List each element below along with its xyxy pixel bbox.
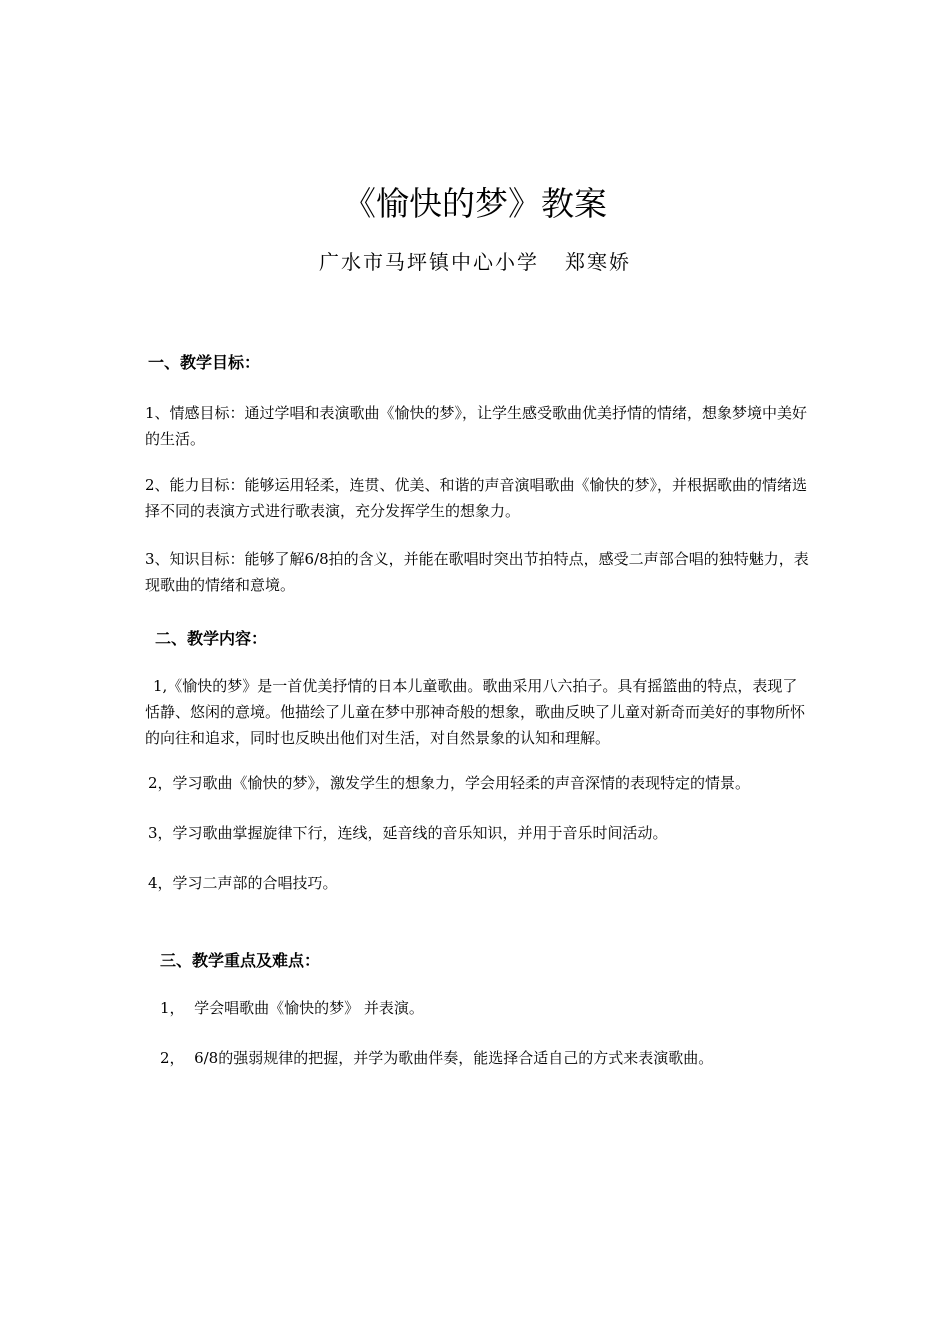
- section3-heading: 三、教学重点及难点：: [160, 953, 321, 970]
- section1-heading: 一、教学目标：: [148, 355, 261, 372]
- section1-item-1: 1、情感目标：通过学唱和表演歌曲《愉快的梦》，让学生感受歌曲优美抒情的情绪，想象梦境中美好的生活。: [145, 404, 808, 448]
- section2-item-2: 2，学习歌曲《愉快的梦》，激发学生的想象力，学会用轻柔的声音深情的表现特定的情景。: [148, 774, 751, 792]
- author-line: [0, 246, 950, 275]
- section2-item-3: 3，学习歌曲掌握旋律下行，连线，延音线的音乐知识，并用于音乐时间活动。: [148, 824, 668, 842]
- section3-item-2: 2， 6/8的强弱规律的把握，并学为歌曲伴奏，能选择合适自己的方式来表演歌曲。: [160, 1049, 714, 1067]
- section2-item-1: 1,《愉快的梦》是一首优美抒情的日本儿童歌曲。歌曲采用八六拍子。具有摇篮曲的特点，表现了恬静、悠闲的意境。他描绘了儿童在梦中那神奇般的想象，歌曲反映了儿童对新奇而美好的事物所怀的向往和追求，同时也反映出他们对生活，对自然景象的认知和理解。: [145, 677, 806, 747]
- section2-item-4: 4，学习二声部的合唱技巧。: [148, 874, 338, 892]
- author-name: 郑寒娇: [565, 250, 631, 274]
- section3-item-1: 1， 学会唱歌曲《愉快的梦》 并表演。: [160, 999, 424, 1017]
- section2-heading: 二、教学内容：: [155, 631, 268, 648]
- author-school: 广水市马坪镇中心小学: [319, 250, 539, 274]
- section1-item-3: 3、知识目标：能够了解6/8拍的含义，并能在歌唱时突出节拍特点，感受二声部合唱的独特魅力，表现歌曲的情绪和意境。: [145, 550, 809, 594]
- section1-item-2: 2、能力目标：能够运用轻柔，连贯、优美、和谐的声音演唱歌曲《愉快的梦》，并根据歌曲的情绪选择不同的表演方式进行歌表演，充分发挥学生的想象力。: [145, 476, 808, 520]
- document-title: 《愉快的梦》教案: [343, 184, 607, 223]
